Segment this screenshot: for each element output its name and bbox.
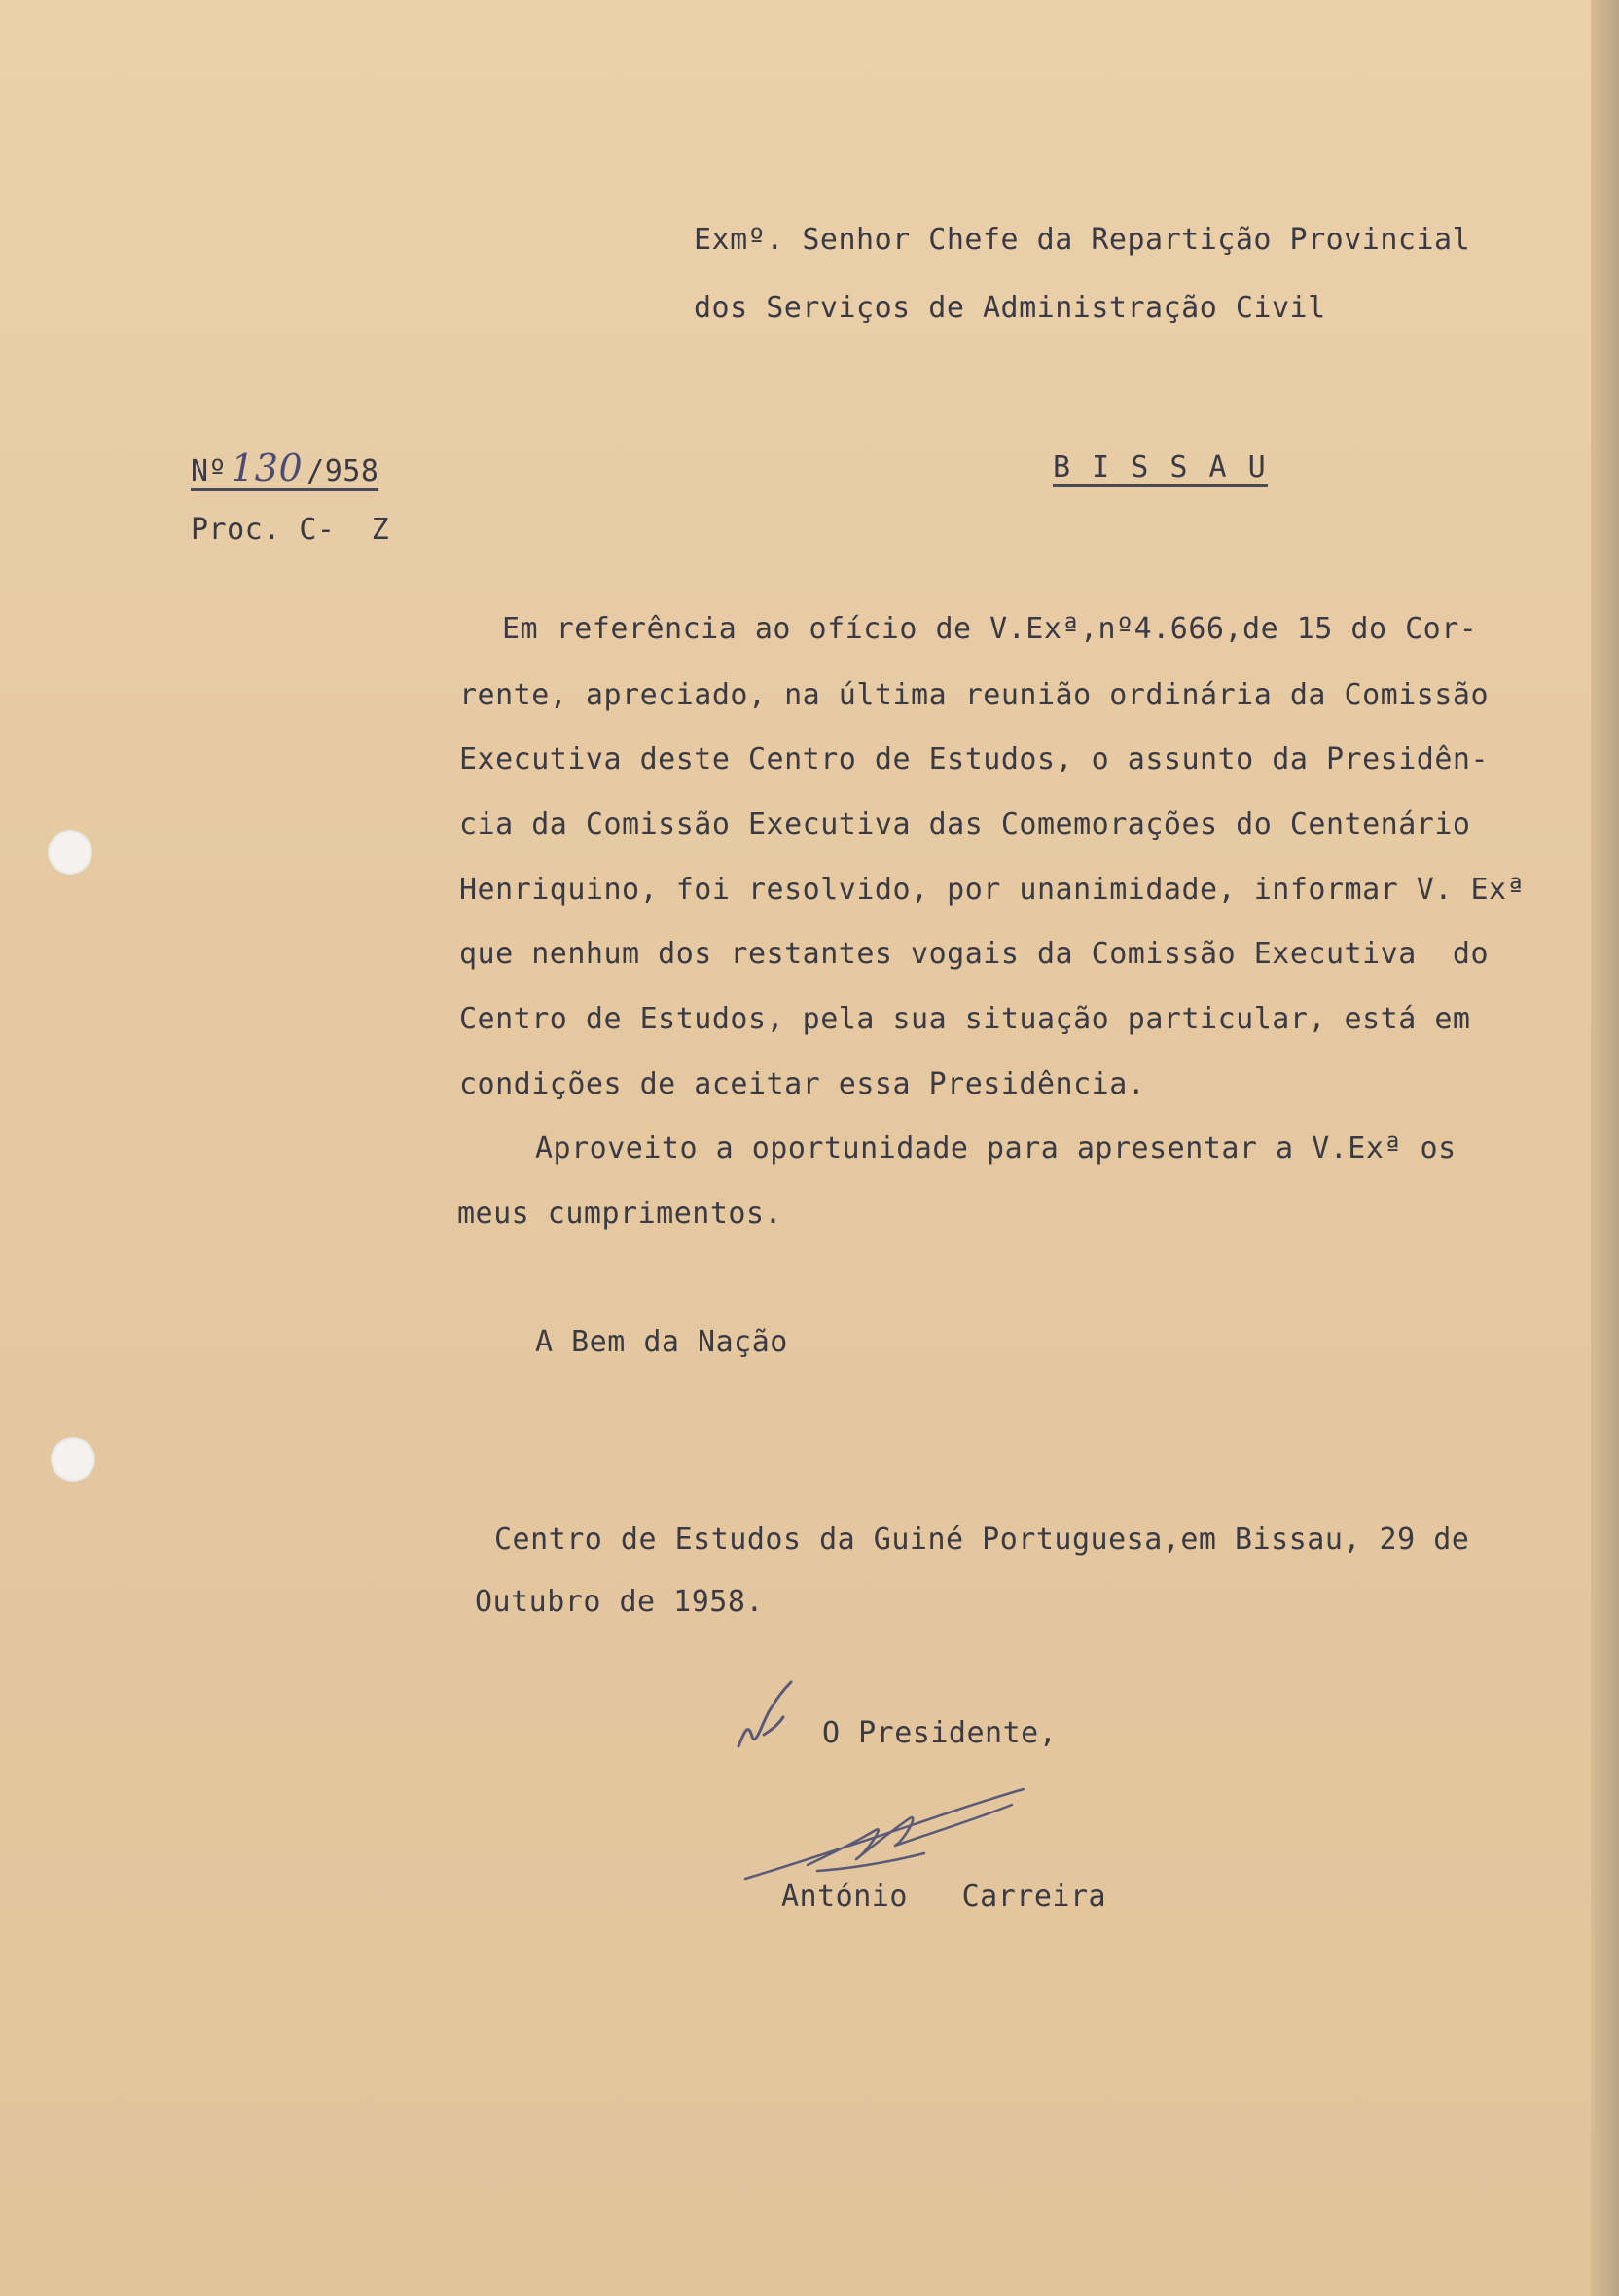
body-line-1: Em referência ao ofício de V.Exª,nº4.666,de 15 do Cor- [502,612,1478,646]
place-date-line-1: Centro de Estudos da Guiné Portuguesa,em Bissau, 29 de [494,1523,1470,1557]
punch-hole-bottom [51,1437,95,1482]
initial-mark [735,1678,803,1756]
salutation: A Bem da Nação [535,1325,788,1359]
address-line-1: Exmº. Senhor Chefe da Repartição Provincial [694,223,1471,257]
body-line-8: condições de aceitar essa Presidência. [459,1067,1146,1101]
reference-number [191,449,378,491]
body-line-4: cia da Comissão Executiva das Comemorações do Centenário [459,807,1471,842]
reference-number-handwritten: 130 [231,447,304,489]
page-edge [1591,0,1619,2296]
closing-line-1: Aproveito a oportunidade para apresentar a V.Exª os [535,1131,1457,1166]
body-line-3: Executiva deste Centro de Estudos, o assunto da Presidên- [459,742,1490,776]
body-line-2: rente, apreciado, na última reunião ordinária da Comissão [459,678,1490,712]
process-reference: Proc. C- Z [191,513,390,547]
punch-hole-top [48,830,92,875]
handwritten-signature [739,1785,1031,1883]
body-line-7: Centro de Estudos, pela sua situação particular, está em [459,1002,1471,1036]
closing-line-2: meus cumprimentos. [457,1197,783,1231]
city-heading: B I S S A U [1053,453,1268,487]
body-line-5: Henriquino, foi resolvido, por unanimidade, informar V. Exª [459,873,1526,907]
reference-number-suffix: /958 [306,454,379,488]
signatory-title: O Presidente, [822,1716,1058,1750]
body-line-6: que nenhum dos restantes vogais da Comissão Executiva do [459,937,1490,971]
reference-number-prefix: Nº [191,454,228,488]
signatory-name: António Carreira [781,1880,1107,1914]
address-line-2: dos Serviços de Administração Civil [694,291,1326,325]
place-date-line-2: Outubro de 1958. [475,1585,764,1619]
